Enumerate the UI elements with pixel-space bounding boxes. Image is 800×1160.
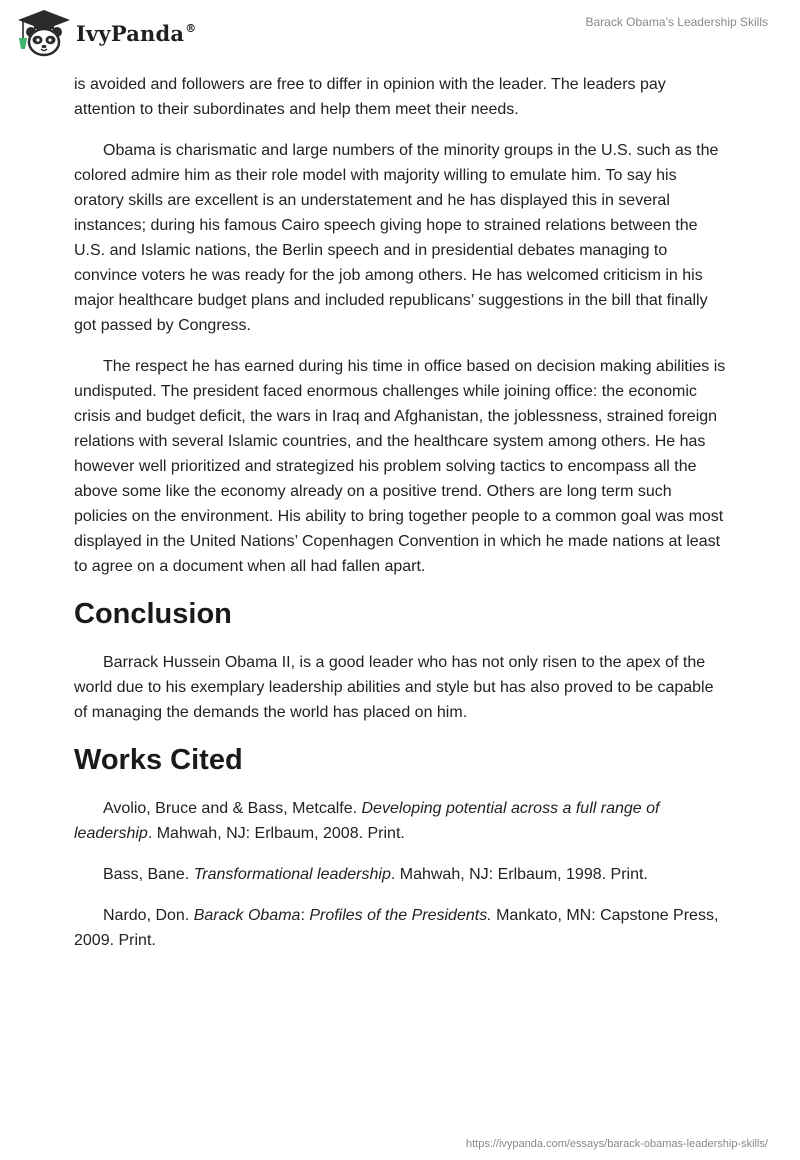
- citation-2: [74, 862, 726, 887]
- citation-1: [74, 796, 726, 846]
- citation-publication: . Mahwah, NJ: Erlbaum, 2008. Print.: [147, 825, 405, 842]
- citation-3: [74, 903, 726, 953]
- panda-graduate-icon: [14, 8, 74, 58]
- works-cited-heading: Works Cited: [74, 744, 243, 776]
- essay-content: [74, 72, 726, 969]
- citation-title: Developing potential across a full range of leadership: [74, 800, 660, 842]
- citation-separator: :: [300, 907, 310, 924]
- citation-title: Barack Obama: [193, 907, 301, 924]
- source-url[interactable]: https://ivypanda.com/essays/barack-obamas-leadership-skills/: [465, 1138, 768, 1150]
- citation-author: Avolio, Bruce and & Bass, Metcalfe.: [103, 800, 362, 817]
- body-paragraph-2: Obama is charismatic and large numbers of the minority groups in the U.S. such as the colored admire him as their role model with majority willing to emulate him. To say his oratory skills are excellent is an understatement and he has displayed this in several instances; during his famous Cairo speech giving hope to strained relations between the U.S. and Islamic nations, the Berlin speech and in presidential debates managing to convince voters he was ready for the job among others. He has welcomed criticism in his major healthcare budget plans and included republicans’ suggestions in the bill that finally got passed by Congress.: [74, 142, 719, 334]
- page-header: [0, 0, 800, 70]
- ivypanda-logo[interactable]: [14, 8, 196, 58]
- brand-name: IvyPanda®: [76, 20, 197, 46]
- conclusion-paragraph: Barrack Hussein Obama II, is a good leader who has not only risen to the apex of the world due to his exemplary leadership abilities and style but has also proved to be capable of managing the demands the world has placed on him.: [74, 654, 714, 721]
- running-title: Barack Obama’s Leadership Skills: [585, 15, 768, 29]
- citation-author: Nardo, Don.: [103, 907, 194, 924]
- citation-publication: Mankato, MN: Capstone Press, 2009. Print.: [74, 907, 719, 949]
- registered-mark: ®: [185, 21, 197, 35]
- citation-subtitle: Profiles of the Presidents.: [309, 907, 492, 924]
- citation-title: Transformational leadership: [193, 866, 391, 883]
- citation-author: Bass, Bane.: [103, 866, 194, 883]
- body-paragraph-3: The respect he has earned during his time in office based on decision making abilities is undisputed. The president faced enormous challenges while joining office: the economic crisis and budget deficit, the wars in Iraq and Afghanistan, the joblessness, strained foreign relations with several Islamic countries, and the healthcare system among others. He has however well prioritized and strategized his problem solving tactics to encompass all the above some like the economy already on a positive trend. Others are long term such policies on the environment. His ability to bring together people to a common goal was most displayed in the United Nations’ Copenhagen Convention in which he made nations at least to agree on a document when all had fallen apart.: [74, 358, 726, 575]
- body-paragraph-1: is avoided and followers are free to differ in opinion with the leader. The leaders pay attention to their subordinates and help them meet their needs.: [74, 76, 666, 118]
- citation-publication: . Mahwah, NJ: Erlbaum, 1998. Print.: [390, 866, 648, 883]
- conclusion-heading: Conclusion: [74, 598, 232, 630]
